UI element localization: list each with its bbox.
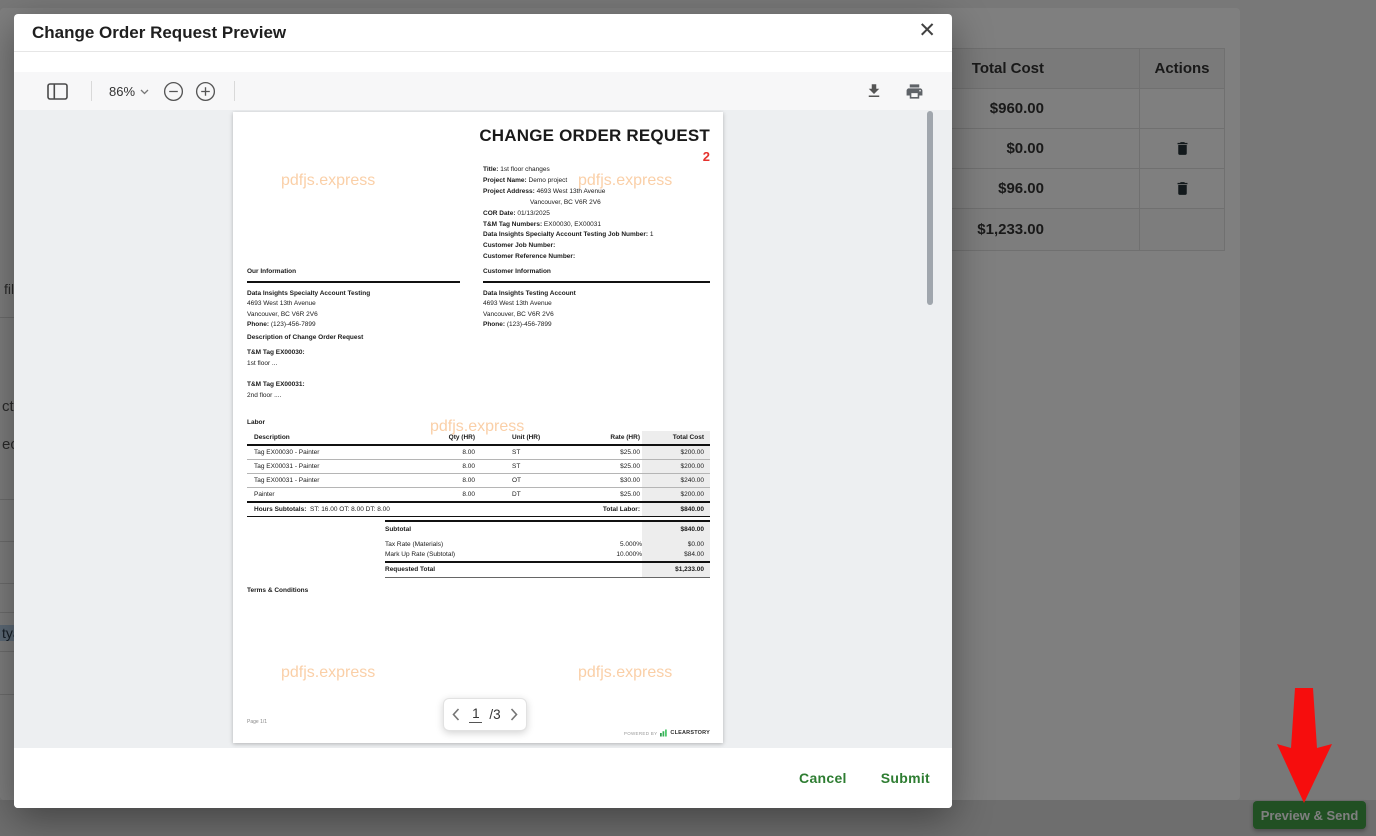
chevron-down-icon [140, 82, 149, 100]
next-page-button[interactable] [508, 706, 520, 723]
watermark: pdfjs.express [281, 664, 376, 681]
address-line: 4693 West 13th Avenue [247, 300, 316, 308]
labor-cell: 8.00 [432, 460, 477, 474]
document-meta-block [483, 165, 654, 263]
meta-value: 1 [649, 231, 654, 239]
modal-title: Change Order Request Preview [32, 22, 287, 42]
hours-subtotals-values: ST: 16.00 OT: 8.00 DT: 8.00 [310, 506, 390, 513]
summary-section [385, 520, 710, 578]
tm-tag-text: 1st floor ... [247, 359, 278, 367]
watermark: pdfjs.express [578, 664, 673, 681]
toolbar-right-group [865, 82, 952, 101]
section-heading: Labor [247, 419, 266, 426]
brand-name: CLEARSTORY [670, 730, 710, 736]
labor-row [247, 474, 710, 488]
page-number-input[interactable] [469, 706, 482, 723]
print-button[interactable] [905, 82, 924, 101]
total-labor-value: $840.00 [642, 502, 710, 517]
printer-icon [905, 82, 924, 101]
meta-label: Customer Reference Number: [483, 253, 576, 261]
subtotal-row [385, 522, 710, 539]
chevron-right-icon [510, 709, 518, 724]
requested-total-label: Requested Total [385, 566, 436, 573]
close-icon[interactable]: ✕ [918, 19, 936, 42]
subtotal-value: $840.00 [680, 526, 704, 533]
pdf-toolbar [14, 72, 952, 110]
labor-cell: 8.00 [432, 445, 477, 460]
markup-rate-row [385, 549, 710, 559]
company-name: Data Insights Testing Account [483, 289, 576, 297]
sidebar-toggle-button[interactable] [47, 83, 68, 100]
phone-label: Phone: [483, 321, 506, 329]
plus-circle-icon [195, 81, 216, 102]
section-heading: Description of Change Order Request [247, 334, 364, 341]
modal-footer [14, 748, 952, 808]
toolbar-divider [91, 81, 92, 101]
labor-cell: $200.00 [642, 488, 710, 503]
labor-section [247, 419, 710, 517]
labor-row [247, 488, 710, 503]
requested-total-value: $1,233.00 [675, 566, 704, 573]
tax-value: $0.00 [687, 540, 704, 548]
column-header: Total Cost [642, 431, 710, 445]
labor-cell: ST [477, 460, 567, 474]
meta-label: Title: [483, 166, 499, 173]
tax-rate-row [385, 539, 710, 549]
pdf-page [233, 112, 723, 743]
column-header: Description [247, 431, 432, 445]
meta-label: Data Insights Specialty Account Testing Job Number: [483, 231, 649, 239]
labor-cell: Tag EX00030 - Painter [247, 445, 432, 460]
divider [483, 281, 710, 283]
meta-value: EX00030, EX00031 [543, 220, 602, 228]
labor-row [247, 445, 710, 460]
clearstory-logo-icon [660, 724, 667, 742]
labor-cell: ST [477, 445, 567, 460]
meta-value: 1st floor changes [500, 166, 550, 173]
section-heading: Customer Information [483, 268, 551, 275]
customer-information-section [483, 267, 710, 331]
markup-rate-percent: 10.000% [616, 550, 642, 558]
phone-label: Phone: [247, 321, 270, 329]
meta-value: 01/13/2025 [517, 209, 550, 217]
labor-row [247, 460, 710, 474]
document-title: CHANGE ORDER REQUEST [479, 126, 710, 145]
zoom-level-dropdown[interactable] [109, 82, 149, 100]
section-heading: Our Information [247, 268, 297, 275]
labor-table [247, 431, 710, 517]
change-order-preview-modal [14, 14, 952, 808]
meta-value: 4693 West 13th Avenue [536, 187, 606, 195]
labor-cell: $240.00 [642, 474, 710, 488]
total-labor-label: Total Labor: [567, 502, 642, 517]
description-section [247, 334, 547, 412]
hours-subtotals-label: Hours Subtotals: [254, 506, 307, 513]
labor-cell: DT [477, 488, 567, 503]
terms-heading: Terms & Conditions [247, 587, 309, 594]
meta-label: COR Date: [483, 209, 516, 217]
submit-button[interactable]: Submit [880, 770, 930, 786]
zoom-out-button[interactable] [163, 81, 184, 102]
watermark: pdfjs.express [430, 418, 525, 435]
phone-value: (123)-456-7899 [506, 321, 552, 329]
watermark: pdfjs.express [578, 172, 673, 189]
tax-rate-percent: 5.000% [619, 540, 642, 548]
download-icon [865, 82, 883, 100]
labor-cell: Tag EX00031 - Painter [247, 474, 432, 488]
page-total: /3 [489, 707, 501, 722]
cancel-button[interactable]: Cancel [799, 770, 847, 786]
page-number-label: Page 1/1 [247, 719, 268, 725]
column-header: Unit (HR) [477, 431, 567, 445]
meta-label: Project Address: [483, 187, 535, 195]
meta-label: T&M Tag Numbers: [483, 220, 543, 228]
download-button[interactable] [865, 82, 883, 100]
labor-cell: 8.00 [432, 474, 477, 488]
labor-cell: $25.00 [567, 460, 642, 474]
meta-value: Vancouver, BC V6R 2V6 [530, 198, 601, 206]
meta-value: Demo project [528, 176, 568, 184]
cor-number: 2 [702, 149, 710, 164]
requested-total-row [385, 561, 710, 577]
labor-cell: 8.00 [432, 488, 477, 503]
page-navigation [443, 698, 527, 731]
watermark: pdfjs.express [281, 172, 376, 189]
address-line: Vancouver, BC V6R 2V6 [247, 310, 318, 318]
labor-footer-row [247, 502, 710, 517]
panel-icon [47, 83, 68, 100]
tm-tag-label: T&M Tag EX00031: [247, 381, 305, 389]
zoom-level-value: 86% [109, 83, 136, 99]
address-line: Vancouver, BC V6R 2V6 [483, 310, 554, 318]
labor-cell: $200.00 [642, 445, 710, 460]
powered-by-label: POWERED BY [623, 730, 658, 736]
minus-circle-icon [163, 81, 184, 102]
modal-header [14, 14, 952, 52]
labor-cell: OT [477, 474, 567, 488]
markup-value: $84.00 [684, 550, 704, 558]
markup-rate-label: Mark Up Rate (Subtotal) [385, 550, 456, 558]
company-name: Data Insights Specialty Account Testing [247, 289, 371, 297]
phone-value: (123)-456-7899 [270, 321, 316, 329]
labor-cell: Painter [247, 488, 432, 503]
labor-cell: $200.00 [642, 460, 710, 474]
chevron-left-icon [452, 709, 460, 724]
pdf-viewer-area [14, 110, 952, 748]
viewer-scrollbar[interactable] [927, 111, 933, 305]
address-line: 4693 West 13th Avenue [483, 300, 552, 308]
zoom-in-button[interactable] [195, 81, 216, 102]
tm-tag-label: T&M Tag EX00030: [247, 349, 305, 356]
toolbar-divider [234, 81, 235, 101]
previous-page-button[interactable] [450, 706, 462, 723]
meta-label: Project Name: [483, 176, 527, 184]
tm-tag-text: 2nd floor .... [247, 391, 282, 399]
column-header: Qty (HR) [432, 431, 477, 445]
labor-cell: $30.00 [567, 474, 642, 488]
meta-label: Customer Job Number: [483, 242, 556, 250]
column-header: Rate (HR) [567, 431, 642, 445]
tax-rate-label: Tax Rate (Materials) [385, 540, 444, 548]
labor-cell: Tag EX00031 - Painter [247, 460, 432, 474]
subtotal-label: Subtotal [385, 526, 411, 533]
labor-cell: $25.00 [567, 488, 642, 503]
our-information-section [247, 267, 460, 331]
labor-cell: $25.00 [567, 445, 642, 460]
powered-by-footer [624, 724, 710, 742]
divider [247, 281, 460, 283]
